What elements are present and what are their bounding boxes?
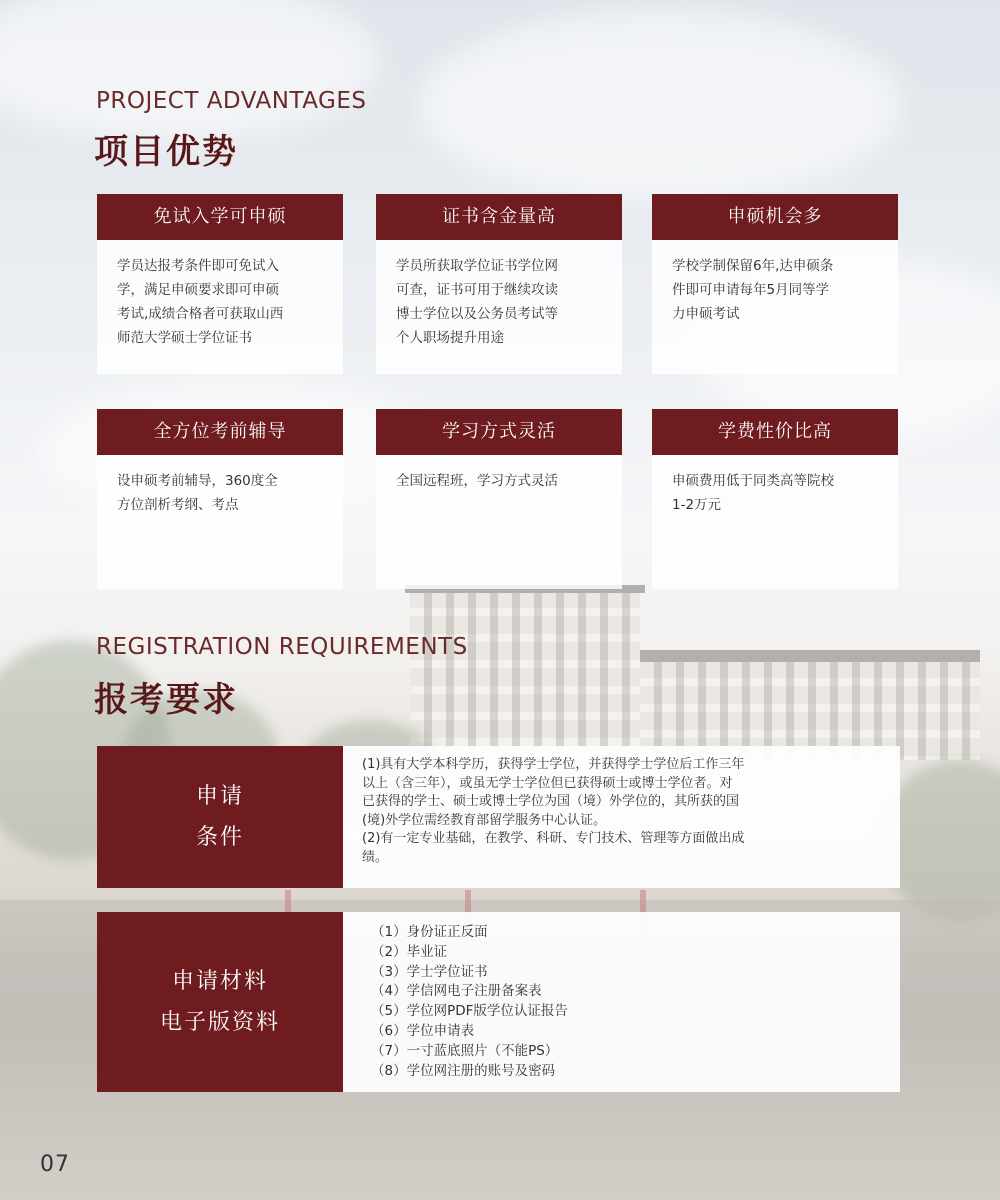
list-item: （6）学位申请表	[371, 1022, 475, 1039]
page-number: 07	[40, 1152, 70, 1177]
list-item: （4）学信网电子注册备案表	[371, 983, 542, 1000]
advantage-card-text: 设申硕考前辅导，360度全 方位剖析考纲、考点	[97, 455, 343, 589]
advantage-card-title: 学费性价比高	[652, 409, 898, 455]
advantage-card	[376, 409, 622, 589]
list-item: （8）学位网注册的账号及密码	[371, 1062, 556, 1079]
list-item: （3）学士学位证书	[371, 963, 488, 980]
list-item: （5）学位网PDF版学位认证报告	[371, 1003, 568, 1020]
section-subtitle-en: REGISTRATION REQUIREMENTS	[96, 634, 468, 660]
section-title: 项目优势	[94, 132, 238, 172]
advantage-card	[376, 194, 622, 374]
advantage-card	[97, 194, 343, 374]
advantage-card	[652, 194, 898, 374]
advantage-card-title: 全方位考前辅导	[97, 409, 343, 455]
advantage-card-title: 免试入学可申硕	[97, 194, 343, 240]
requirement-panel-materials	[97, 912, 900, 1092]
list-item: （1）身份证正反面	[371, 924, 488, 940]
advantage-card-title: 申硕机会多	[652, 194, 898, 240]
advantage-card	[97, 409, 343, 589]
list-item: （2）毕业证	[371, 943, 448, 960]
advantage-card-text: 学员达报考条件即可免试入 学，满足申硕要求即可申硕 考试,成绩合格者可获取山西 师范大学硕士学位证书	[97, 240, 343, 374]
advantage-card-text: 学员所获取学位证书学位网 可查，证书可用于继续攻读 博士学位以及公务员考试等 个人职场提升用途	[376, 240, 622, 374]
advantage-card-text: 学校学制保留6年,达申硕条 件即可申请每年5月同等学 力申硕考试	[652, 240, 898, 374]
section-subtitle-en: PROJECT ADVANTAGES	[96, 88, 367, 114]
requirement-panel-conditions	[97, 746, 900, 888]
advantage-card-text: 申硕费用低于同类高等院校 1-2万元	[652, 455, 898, 589]
section-title: 报考要求	[94, 680, 238, 720]
advantage-card-title: 学习方式灵活	[376, 409, 622, 455]
advantage-card-title: 证书含金量高	[376, 194, 622, 240]
requirement-label: 申请材料 电子版资料	[97, 912, 343, 1092]
requirement-text: (1)具有大学本科学历，获得学士学位，并获得学士学位后工作三年 以上（含三年），或虽无学士学位但已获得硕士或博士学位者。对 已获得的学士、硕士或博士学位为国（境）外学位的，其所获的国 (境)外学位需经教育部留学服务中心认证。 (2)有一定专业基础，在教学、科研、专门技术、管理等方面做出成 绩。	[343, 746, 900, 888]
advantage-card-text: 全国远程班，学习方式灵活	[376, 455, 622, 589]
advantage-card	[652, 409, 898, 589]
requirement-label: 申请 条件	[97, 746, 343, 888]
list-item: （7）一寸蓝底照片（不能PS）	[371, 1042, 559, 1059]
materials-list	[343, 912, 900, 1092]
